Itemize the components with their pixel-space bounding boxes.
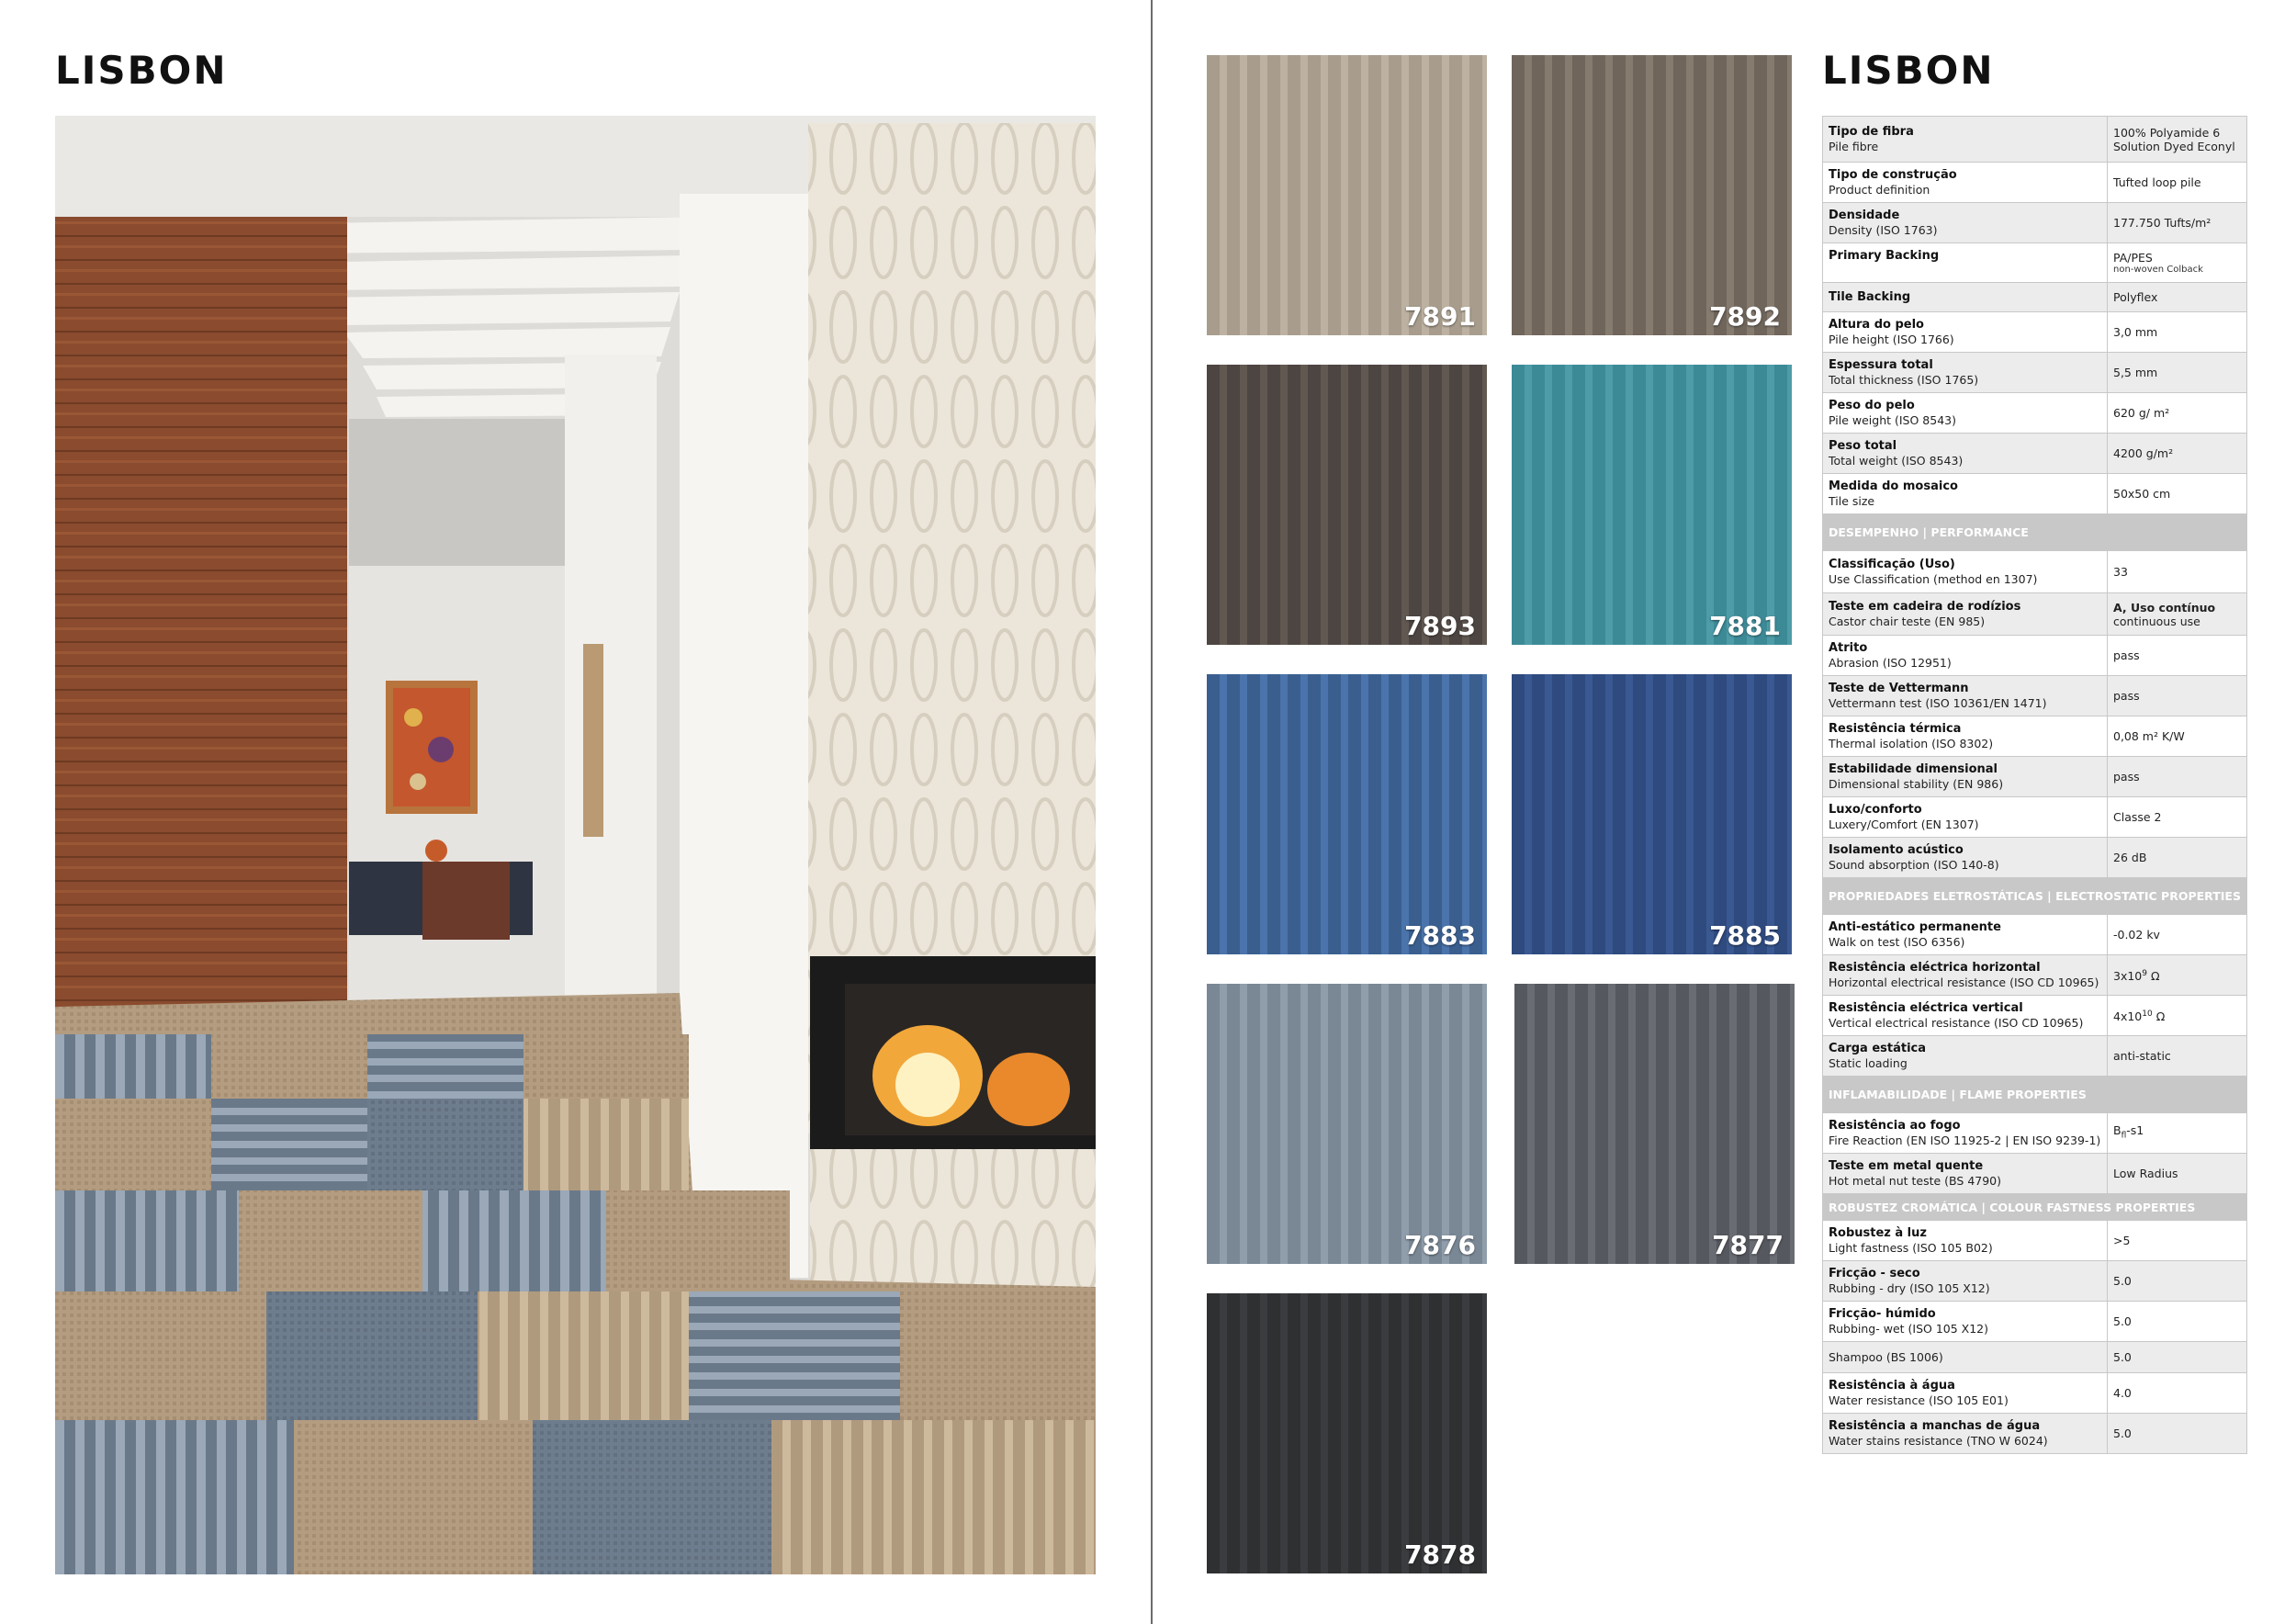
spec-label-en: Pile height (ISO 1766)	[1829, 333, 1954, 346]
spec-label-pt: Classificação (Uso)	[1829, 558, 1955, 571]
spec-value: Polyflex	[2108, 283, 2247, 312]
section-title: ROBUSTEZ CROMÁTICA | COLOUR FASTNESS PROPERTIES	[1823, 1194, 2247, 1221]
swatch-code: 7892	[1709, 301, 1781, 332]
spec-row-primary-backing	[1823, 243, 2247, 283]
spec-value: pass	[2108, 636, 2247, 676]
page-title-left: LISBON	[55, 48, 228, 93]
spec-label-en: Hot metal nut teste (BS 4790)	[1829, 1174, 2002, 1188]
spec-row-fire	[1823, 1113, 2247, 1154]
spec-value: A, Uso contínuo	[2113, 600, 2216, 615]
spec-label-en: Sound absorption (ISO 140-8)	[1829, 858, 1999, 872]
spec-label-en: Castor chair teste (EN 985)	[1829, 615, 1986, 628]
spec-label-en: Rubbing - dry (ISO 105 X12)	[1829, 1281, 1990, 1295]
spec-label-pt: Tipo de fibra	[1829, 125, 1914, 139]
spec-row-water-stains	[1823, 1414, 2247, 1454]
spec-row-thermal	[1823, 716, 2247, 757]
spec-value: pass	[2108, 676, 2247, 716]
spec-value: Solution Dyed Econyl	[2113, 139, 2235, 153]
swatch-texture	[1207, 984, 1487, 1264]
spec-value-note: continuous use	[2113, 614, 2200, 628]
spec-row-tile-backing	[1823, 283, 2247, 312]
section-header-flame	[1823, 1077, 2247, 1113]
spec-label-pt: Resistência ao fogo	[1829, 1119, 1961, 1133]
spec-label-en: Total weight (ISO 8543)	[1829, 454, 1964, 468]
spec-label-pt: Robustez à luz	[1829, 1226, 1927, 1240]
spec-label-pt: Tile Backing	[1829, 289, 1911, 304]
section-title: PROPRIEDADES ELETROSTÁTICAS | ELECTROSTATIC PROPERTIES	[1823, 878, 2247, 915]
page-divider	[1151, 0, 1153, 1624]
spec-value-base: B	[2113, 1122, 2122, 1137]
spec-label-en: Product definition	[1829, 183, 1930, 197]
spec-label-en: Rubbing- wet (ISO 105 X12)	[1829, 1322, 1989, 1336]
section-header-colour	[1823, 1194, 2247, 1221]
room-scene-image	[55, 116, 1096, 1574]
spec-value: >5	[2108, 1221, 2247, 1261]
spec-row-hot-metal	[1823, 1154, 2247, 1194]
spec-row-density	[1823, 203, 2247, 243]
spec-value: 620 g/ m²	[2108, 393, 2247, 434]
swatch-7893[interactable]	[1207, 365, 1487, 645]
spec-row-elec-horizontal	[1823, 955, 2247, 996]
spec-label-en: Water resistance (ISO 105 E01)	[1829, 1393, 2009, 1407]
swatch-7877[interactable]	[1514, 984, 1795, 1264]
spec-label-en: Thermal isolation (ISO 8302)	[1829, 737, 1994, 750]
spec-label-en: Light fastness (ISO 105 B02)	[1829, 1241, 1993, 1255]
spec-label-pt: Peso total	[1829, 439, 1897, 453]
spec-value: Tufted loop pile	[2108, 163, 2247, 203]
spec-label-pt: Medida do mosaico	[1829, 479, 1958, 493]
spec-row-fibre	[1823, 117, 2247, 163]
swatch-texture	[1207, 55, 1487, 335]
spec-label-pt: Teste de Vettermann	[1829, 682, 1969, 695]
spec-row-castor	[1823, 593, 2247, 636]
swatch-code: 7881	[1709, 611, 1781, 641]
spec-value: 4200 g/m²	[2108, 434, 2247, 474]
spec-value-exponent: 10	[2142, 1009, 2153, 1019]
spec-row-shampoo	[1823, 1342, 2247, 1373]
spec-row-acoustic	[1823, 838, 2247, 878]
swatch-7876[interactable]	[1207, 984, 1487, 1264]
spec-label-en: Shampoo (BS 1006)	[1829, 1350, 1943, 1364]
spec-value-exponent: 9	[2142, 968, 2147, 978]
spec-row-use-class	[1823, 551, 2247, 593]
spec-value: 5.0	[2108, 1302, 2247, 1342]
spec-value: 5.0	[2108, 1414, 2247, 1454]
spec-value-unit: Ω	[2152, 1009, 2166, 1024]
spec-label-en: Density (ISO 1763)	[1829, 223, 1938, 237]
spec-value: 5,5 mm	[2108, 353, 2247, 393]
swatch-code: 7877	[1712, 1230, 1784, 1260]
spec-label-en: Use Classification (method en 1307)	[1829, 572, 2038, 586]
spec-label-pt: Teste em cadeira de rodízios	[1829, 600, 2021, 614]
spec-value: 33	[2108, 551, 2247, 593]
spec-value: Low Radius	[2108, 1154, 2247, 1194]
section-header-electrostatic	[1823, 878, 2247, 915]
section-title: INFLAMABILIDADE | FLAME PROPERTIES	[1823, 1077, 2247, 1113]
spec-value: 26 dB	[2108, 838, 2247, 878]
swatch-7883[interactable]	[1207, 674, 1487, 954]
spec-row-thickness	[1823, 353, 2247, 393]
spec-label-en: Horizontal electrical resistance (ISO CD 10965)	[1829, 976, 2099, 989]
swatch-code: 7878	[1404, 1539, 1476, 1570]
spec-label-pt: Fricção - seco	[1829, 1267, 1920, 1280]
swatch-code: 7876	[1404, 1230, 1476, 1260]
section-title: DESEMPENHO | PERFORMANCE	[1823, 514, 2247, 551]
spec-value: 5.0	[2108, 1342, 2247, 1373]
page-title-right: LISBON	[1822, 48, 1995, 93]
spec-row-total-weight	[1823, 434, 2247, 474]
spec-row-antistatic	[1823, 915, 2247, 955]
spec-value: 0,08 m² K/W	[2108, 716, 2247, 757]
spec-label-pt: Isolamento acústico	[1829, 843, 1964, 857]
spec-value-note: non-woven Colback	[2113, 264, 2203, 275]
spec-label-en: Pile fibre	[1829, 140, 1879, 153]
spec-label-pt: Resistência térmica	[1829, 722, 1962, 736]
spec-label-pt: Atrito	[1829, 641, 1868, 655]
swatch-7881[interactable]	[1512, 365, 1792, 645]
spec-label-en: Static loading	[1829, 1056, 1908, 1070]
swatch-7885[interactable]	[1512, 674, 1792, 954]
spec-label-en: Water stains resistance (TNO W 6024)	[1829, 1434, 2048, 1448]
spec-value-base: 4x10	[2113, 1009, 2143, 1024]
spec-value: 100% Polyamide 6	[2113, 125, 2221, 140]
spec-value: anti-static	[2108, 1036, 2247, 1077]
swatch-7892[interactable]	[1512, 55, 1792, 335]
spec-label-en: Vettermann test (ISO 10361/EN 1471)	[1829, 696, 2047, 710]
spec-table	[1822, 116, 2247, 1454]
spec-label-pt: Densidade	[1829, 209, 1900, 222]
spec-label-en: Pile weight (ISO 8543)	[1829, 413, 1956, 427]
spec-value: pass	[2108, 757, 2247, 797]
spec-label-pt: Fricção- húmido	[1829, 1307, 1936, 1321]
spec-label-pt: Luxo/conforto	[1829, 803, 1922, 817]
swatch-texture	[1512, 365, 1792, 645]
spec-row-rub-dry	[1823, 1261, 2247, 1302]
swatch-texture	[1512, 674, 1792, 954]
swatch-texture	[1207, 1293, 1487, 1573]
spec-value-subscript: fl	[2121, 1131, 2127, 1141]
spec-value-rest: -s1	[2126, 1122, 2144, 1137]
section-header-performance	[1823, 514, 2247, 551]
swatch-code: 7891	[1404, 301, 1476, 332]
spec-row-rub-wet	[1823, 1302, 2247, 1342]
spec-row-light	[1823, 1221, 2247, 1261]
spec-label-pt: Estabilidade dimensional	[1829, 762, 1998, 776]
spec-row-dimensional	[1823, 757, 2247, 797]
spec-label-pt: Resistência a manchas de água	[1829, 1419, 2041, 1433]
spec-row-elec-vertical	[1823, 996, 2247, 1036]
swatch-7878[interactable]	[1207, 1293, 1487, 1573]
spec-row-water	[1823, 1373, 2247, 1414]
spec-row-vettermann	[1823, 676, 2247, 716]
swatch-texture	[1512, 55, 1792, 335]
spec-row-static-load	[1823, 1036, 2247, 1077]
spec-value: 177.750 Tufts/m²	[2108, 203, 2247, 243]
spec-row-tile-size	[1823, 474, 2247, 514]
spec-value: Classe 2	[2108, 797, 2247, 838]
spec-label-en: Abrasion (ISO 12951)	[1829, 656, 1952, 670]
spec-label-en: Vertical electrical resistance (ISO CD 10965)	[1829, 1016, 2084, 1030]
spec-row-abrasion	[1823, 636, 2247, 676]
spec-label-en: Tile size	[1829, 494, 1875, 508]
spec-value: 5.0	[2108, 1261, 2247, 1302]
spec-label-pt: Primary Backing	[1829, 249, 1940, 263]
spec-label-pt: Resistência à água	[1829, 1379, 1955, 1393]
spec-label-pt: Peso do pelo	[1829, 399, 1915, 412]
spec-value-unit: Ω	[2147, 969, 2160, 984]
spec-label-pt: Tipo de construção	[1829, 168, 1957, 182]
spec-label-en: Fire Reaction (EN ISO 11925-2 | EN ISO 9239-1)	[1829, 1133, 2101, 1147]
spec-value: 50x50 cm	[2108, 474, 2247, 514]
swatch-texture	[1207, 365, 1487, 645]
spec-row-construction	[1823, 163, 2247, 203]
spec-label-pt: Anti-estático permanente	[1829, 920, 2001, 934]
spec-label-en: Walk on test (ISO 6356)	[1829, 935, 1965, 949]
spec-label-pt: Carga estática	[1829, 1042, 1927, 1055]
spec-label-pt: Espessura total	[1829, 358, 1933, 372]
swatch-code: 7885	[1709, 920, 1781, 951]
swatch-texture	[1207, 674, 1487, 954]
swatch-code: 7883	[1404, 920, 1476, 951]
swatch-7891[interactable]	[1207, 55, 1487, 335]
spec-label-en: Dimensional stability (EN 986)	[1829, 777, 2004, 791]
spec-row-luxury	[1823, 797, 2247, 838]
spec-row-pile-height	[1823, 312, 2247, 353]
spec-label-pt: Altura do pelo	[1829, 318, 1924, 332]
spec-value: 4.0	[2108, 1373, 2247, 1414]
spec-row-pile-weight	[1823, 393, 2247, 434]
spec-value: PA/PES	[2113, 250, 2153, 265]
spec-label-pt: Resistência eléctrica vertical	[1829, 1001, 2023, 1015]
swatch-code: 7893	[1404, 611, 1476, 641]
spec-label-pt: Resistência eléctrica horizontal	[1829, 961, 2041, 975]
spec-value: 3,0 mm	[2108, 312, 2247, 353]
spec-value: -0.02 kv	[2108, 915, 2247, 955]
spec-label-pt: Teste em metal quente	[1829, 1159, 1984, 1173]
spec-label-en: Luxery/Comfort (EN 1307)	[1829, 818, 1979, 831]
swatch-texture	[1514, 984, 1795, 1264]
spec-label-en: Total thickness (ISO 1765)	[1829, 373, 1979, 387]
spec-value-base: 3x10	[2113, 969, 2143, 984]
